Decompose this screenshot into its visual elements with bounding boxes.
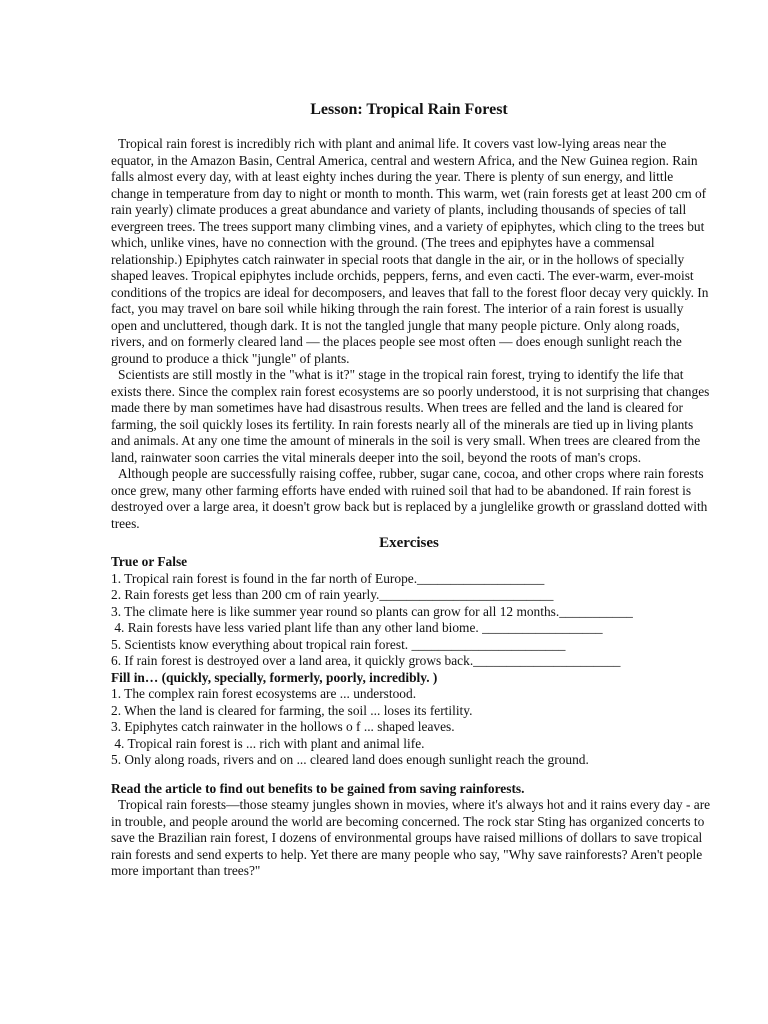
exercises-heading: Exercises <box>379 535 439 551</box>
fill-in-item-3: 3. Epiphytes catch rainwater in the hollows o f ... shaped leaves. <box>111 719 455 734</box>
true-false-item-6: 6. If rain forest is destroyed over a land area, it quickly grows back.______________________ <box>111 653 621 668</box>
fill-in-item-4: 4. Tropical rain forest is ... rich with plant and animal life. <box>111 735 425 751</box>
true-false-item-3: 3. The climate here is like summer year round so plants can grow for all 12 months.___________ <box>111 603 633 619</box>
reading-heading: Read the article to find out benefits to be gained from saving rainforests. <box>111 780 525 796</box>
true-false-item-2: 2. Rain forests get less than 200 cm of rain yearly.__________________________ <box>111 587 554 602</box>
lesson-title: Lesson: Tropical Rain Forest <box>310 101 508 118</box>
fill-in-heading: Fill in… (quickly, specially, formerly, poorly, incredibly. ) <box>111 669 438 685</box>
fill-in-item-5: 5. Only along roads, rivers and on ... cleared land does enough sunlight reach the ground. <box>111 752 589 767</box>
true-false-item-5: 5. Scientists know everything about tropical rain forest. _______________________ <box>111 636 566 652</box>
fill-in-item-1: 1. The complex rain forest ecosystems are ... understood. <box>111 686 417 701</box>
lesson-paragraph-2: Scientists are still mostly in the "what is it?" stage in the tropical rain forest, trying to identify the life that exists there. Since the complex rain forest ecosystems are so poorly understood, it is not surprising that changes made there by man sometimes have had disastrous results. When trees are felled and the land is cleared for farming, the soil quickly loses its fertility. In rain forests nearly all of the minerals are tied up in living plants and animals. At any one time the amount of minerals in the soil is very small. When trees are cleared from the land, rainwater soon carries the vital minerals deeper into the soil, beyond the roots of man's crops. <box>111 367 710 465</box>
section-gap <box>111 769 712 781</box>
lesson-paragraph-1: Tropical rain forest is incredibly rich with plant and animal life. It covers vast low-lying areas near the equator, in the Amazon Basin, Central America, central and western Africa, and the New Guinea region. Rain falls almost every day, with at least eighty inches during the year. There is plenty of sun energy, and little change in temperature from day to night or month to month. This warm, wet (rain forests get at least 200 cm of rain yearly) climate produces a great abundance and variety of plants, including thousands of species of tall evergreen trees. The trees support many climbing vines, and a variety of epiphytes, which cling to the trees but which, unlike vines, have no connection with the ground. (The trees and epiphytes have a commensal relationship.) Epiphytes catch rainwater in special roots that dangle in the air, or in the hollows of specially shaped leaves. Tropical epiphytes include orchids, peppers, ferns, and even cacti. The ever-warm, ever-moist conditions of the tropics are ideal for decomposers, and leaves that fall to the forest floor decay very quickly. In fact, you may travel on bare soil while hiking through the rain forest. The interior of a rain forest is usually open and uncluttered, though dark. It is not the tangled jungle that many people picture. Only along roads, rivers, and on formerly cleared land — the places people see most often — does enough sunlight reach the ground to produce a thick "jungle" of plants. <box>111 136 709 366</box>
fill-in-item-2: 2. When the land is cleared for farming, the soil ... loses its fertility. <box>111 702 473 718</box>
reading-paragraph: Tropical rain forests—those steamy jungles shown in movies, where it's always hot and it rains every day - are in trouble, and people around the world are becoming concerned. The rock star Sting has organized concerts to save the Brazilian rain forest, I dozens of environmental groups have raised millions of dollars to save tropical rain forests and send experts to help. Yet there are many people who say, "Why save rainforests? Aren't people more important than trees?" <box>111 797 711 878</box>
true-false-item-1: 1. Tropical rain forest is found in the far north of Europe.___________________ <box>111 570 545 586</box>
lesson-paragraph-3: Although people are successfully raising coffee, rubber, sugar cane, cocoa, and other crops where rain forests once grew, many other farming efforts have ended with ruined soil that had to be abandoned. If rain forest is destroyed over a large area, it doesn't grow back but is replaced by a junglelike growth or grassland dotted with trees. <box>111 466 708 531</box>
true-false-heading: True or False <box>111 554 188 569</box>
true-false-item-4: 4. Rain forests have less varied plant life than any other land biome. __________________ <box>111 620 603 635</box>
